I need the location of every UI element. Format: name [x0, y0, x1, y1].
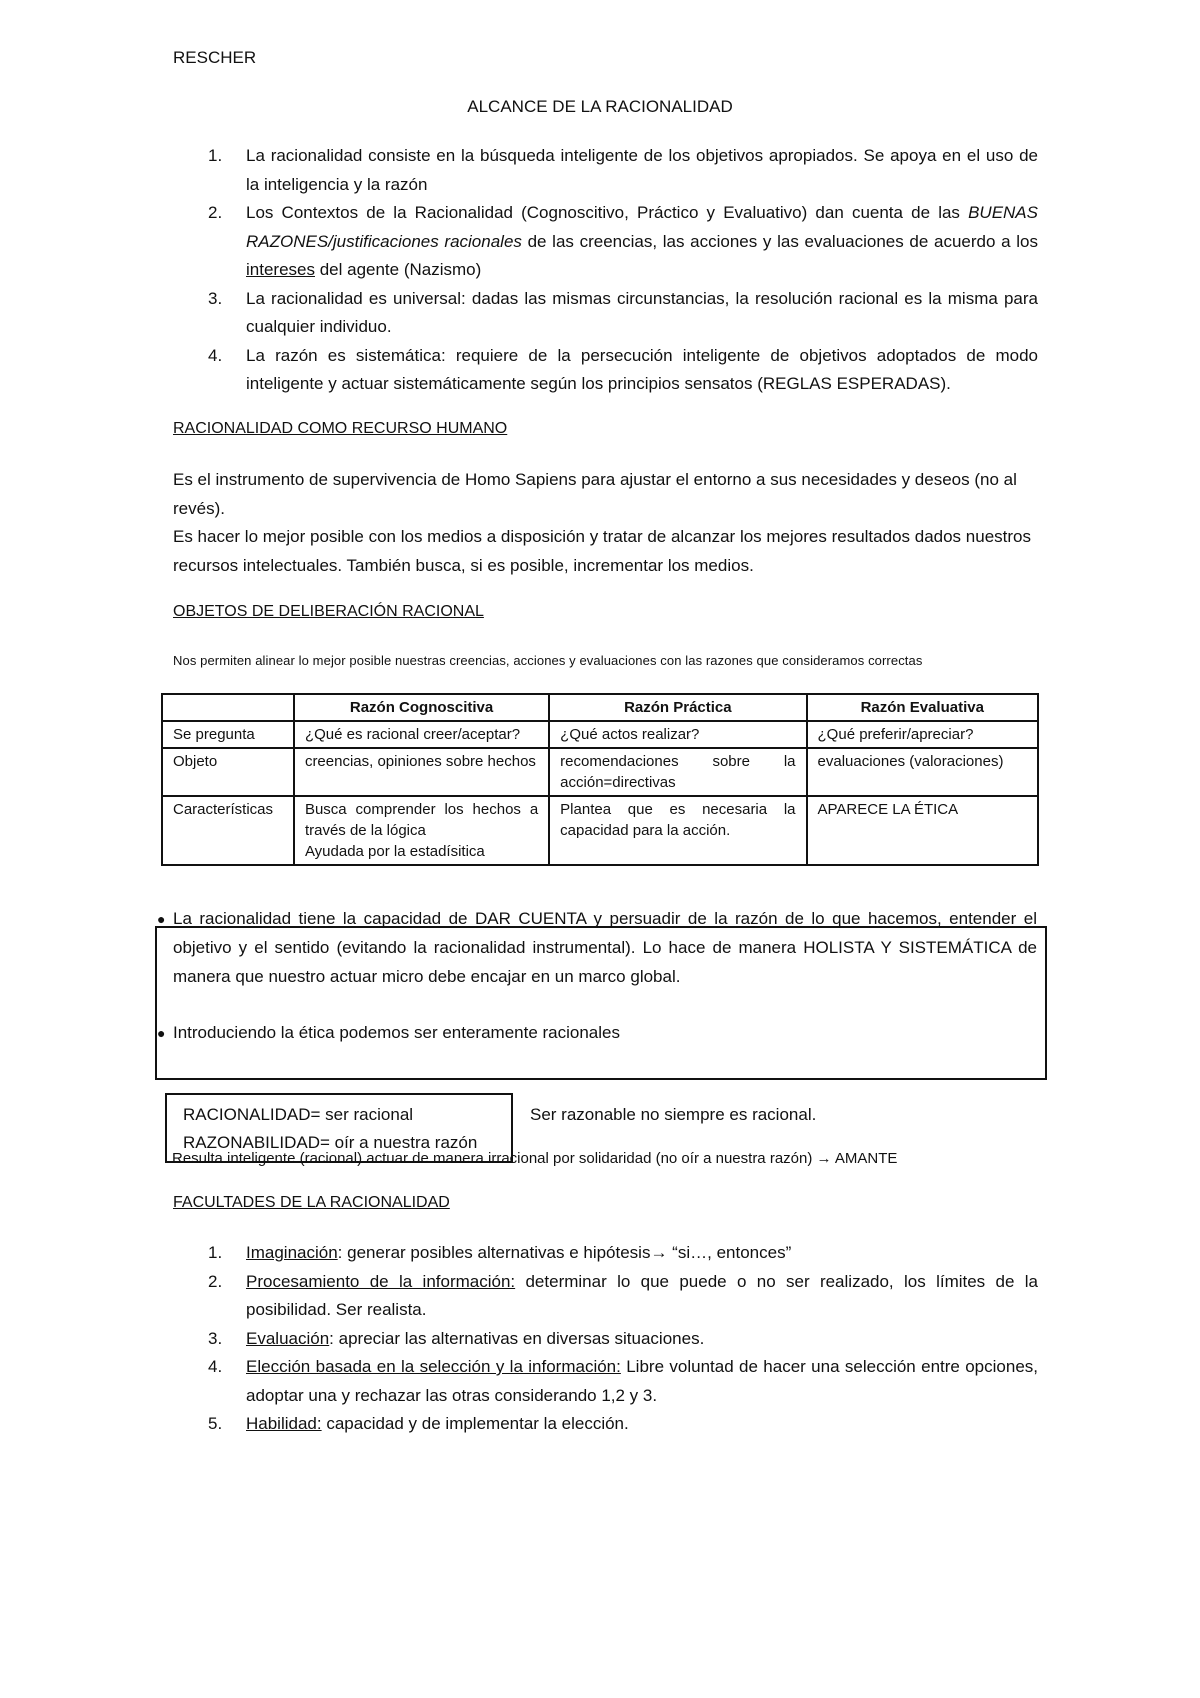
list-item-text: La racionalidad es universal: dadas las mismas circunstancias, la resolución racional es la misma para cualquier individuo. — [246, 288, 1038, 336]
list-item: 1. Imaginación: generar posibles alternativas e hipótesis→ “si…, entonces” — [208, 1243, 792, 1262]
section-heading: OBJETOS DE DELIBERACIÓN RACIONAL — [173, 603, 484, 620]
section-heading: FACULTADES DE LA RACIONALIDAD — [173, 1194, 450, 1211]
list-item-text: La racionalidad consiste en la búsqueda inteligente de los objetivos apropiados. Se apoya en el uso de la inteligencia y la razón — [246, 146, 1038, 194]
bullet-item — [157, 1018, 1037, 1047]
item-label: Procesamiento de la información: — [246, 1271, 516, 1291]
item-label: Habilidad: — [246, 1414, 322, 1433]
list-item: 4. Elección basada en la selección y la información: Libre voluntad de hacer una selección entre opciones, adoptar una y rechazar las otras considerando 1,2 y 3. — [208, 1357, 1038, 1405]
faculties-list — [173, 1239, 1038, 1439]
list-item: 3. La racionalidad es universal: dadas las mismas circunstancias, la resolución racional es la misma para cualquier individuo. — [208, 288, 1038, 336]
overlap-note: Resulta inteligente (racional) actuar de manera irracional por solidaridad (no oír a nuestra razón) → AMANTE — [172, 1150, 898, 1167]
table-cell: Busca comprender los hechos a través de la lógica Ayudada por la estadísitica — [294, 796, 549, 865]
bullet-text: Introduciendo la ética podemos ser enteramente racionales — [173, 1023, 620, 1042]
list-item: 5. Habilidad: capacidad y de implementar la elección. — [208, 1414, 629, 1433]
section-heading: RACIONALIDAD COMO RECURSO HUMANO — [173, 420, 508, 437]
list-item: 2. Los Contextos de la Racionalidad (Cognoscitivo, Práctico y Evaluativo) dan cuenta de las BUENAS RAZONES/justificaciones racionales de las creencias, las acciones y las evaluaciones de acuerdo a los intereses del agente (Nazismo) — [208, 203, 1038, 279]
item-label: Evaluación — [246, 1328, 330, 1348]
table-cell: APARECE LA ÉTICA — [807, 796, 1038, 865]
table-cell: recomendaciones sobre la acción=directivas — [549, 748, 806, 796]
bullet-icon: ● — [157, 1025, 166, 1041]
item-label: Imaginación — [246, 1243, 338, 1262]
table-cell: Se pregunta — [162, 721, 294, 748]
italic-phrase: BUENAS RAZONES/justificaciones racionales — [246, 203, 1038, 251]
underlined-word: intereses — [246, 260, 315, 279]
table-cell: Plantea que es necesaria la capacidad para la acción. — [549, 796, 806, 865]
table-row — [162, 721, 1038, 748]
list-item-text: Los Contextos de la Racionalidad (Cognoscitivo, Práctico y Evaluativo) dan cuenta de las BUENAS RAZONES/justificaciones racionales de las creencias, las acciones y las evaluaciones de acuerdo a los intereses del agente (Nazismo) — [246, 203, 1038, 279]
definition-line: RACIONALIDAD= ser racional — [183, 1105, 414, 1124]
table-row — [162, 748, 1038, 796]
table-cell: ¿Qué preferir/apreciar? — [807, 721, 1038, 748]
bullet-item — [157, 904, 1037, 991]
table-cell: creencias, opiniones sobre hechos — [294, 748, 549, 796]
side-statement: Ser razonable no siempre es racional. — [530, 1105, 817, 1124]
bullet-text: La racionalidad tiene la capacidad de DAR CUENTA y persuadir de la razón de lo que hacemos, entender el objetivo y el sentido (evitando la racionalidad instrumental). Lo hace de manera HOLISTA Y SISTEMÁTICA de manera que nuestro actuar micro debe encajar en un marco global. — [173, 909, 1037, 986]
table-cell: evaluaciones (valoraciones) — [807, 748, 1038, 796]
list-item: 2. Procesamiento de la información: determinar lo que puede o no ser realizado, los límites de la posibilidad. Ser realista. — [208, 1271, 1038, 1319]
paragraph: Es el instrumento de supervivencia de Homo Sapiens para ajustar el entorno a sus necesidades y deseos (no al revés). — [173, 470, 1017, 518]
table-cell: Objeto — [162, 748, 294, 796]
table-header-cell: Razón Práctica — [549, 694, 806, 721]
arrow-icon: → — [816, 1150, 832, 1167]
paragraph: Es hacer lo mejor posible con los medios a disposición y tratar de alcanzar los mejores resultados dados nuestros recursos intelectuales. También busca, si es posible, incrementar los medios. — [173, 527, 1031, 575]
list-item: 4. La razón es sistemática: requiere de la persecución inteligente de objetivos adoptados de modo inteligente y actuar sistemáticamente según los principios sensatos (REGLAS ESPERADAS). — [208, 345, 1038, 393]
definition-line: RAZONABILIDAD= oír a nuestra razón — [183, 1133, 478, 1152]
bullet-icon: ● — [157, 911, 166, 927]
table-header-cell: Razón Cognoscitiva — [294, 694, 549, 721]
list-item-text: La razón es sistemática: requiere de la persecución inteligente de objetivos adoptados de modo inteligente y actuar sistemáticamente según los principios sensatos (REGLAS ESPERADAS). — [246, 345, 1038, 393]
table-row — [162, 796, 1038, 865]
reason-types-table — [161, 693, 1039, 866]
table-header-cell: Razón Evaluativa — [807, 694, 1038, 721]
table-header-row — [162, 694, 1038, 721]
table-header-cell — [162, 694, 294, 721]
item-label: Elección basada en la selección y la información: — [246, 1357, 621, 1376]
rationality-scope-list — [173, 142, 1038, 399]
list-item: 1. La racionalidad consiste en la búsqueda inteligente de los objetivos apropiados. Se apoya en el uso de la inteligencia y la razón — [208, 146, 1038, 194]
table-cell: ¿Qué es racional creer/aceptar? — [294, 721, 549, 748]
section-note: Nos permiten alinear lo mejor posible nuestras creencias, acciones y evaluaciones con las razones que consideramos correctas — [173, 653, 923, 668]
table-cell: ¿Qué actos realizar? — [549, 721, 806, 748]
page-header: RESCHER — [173, 48, 257, 67]
table-cell: Características — [162, 796, 294, 865]
document-title: ALCANCE DE LA RACIONALIDAD — [467, 97, 733, 116]
list-item: 3. Evaluación: apreciar las alternativas en diversas situaciones. — [208, 1328, 705, 1348]
